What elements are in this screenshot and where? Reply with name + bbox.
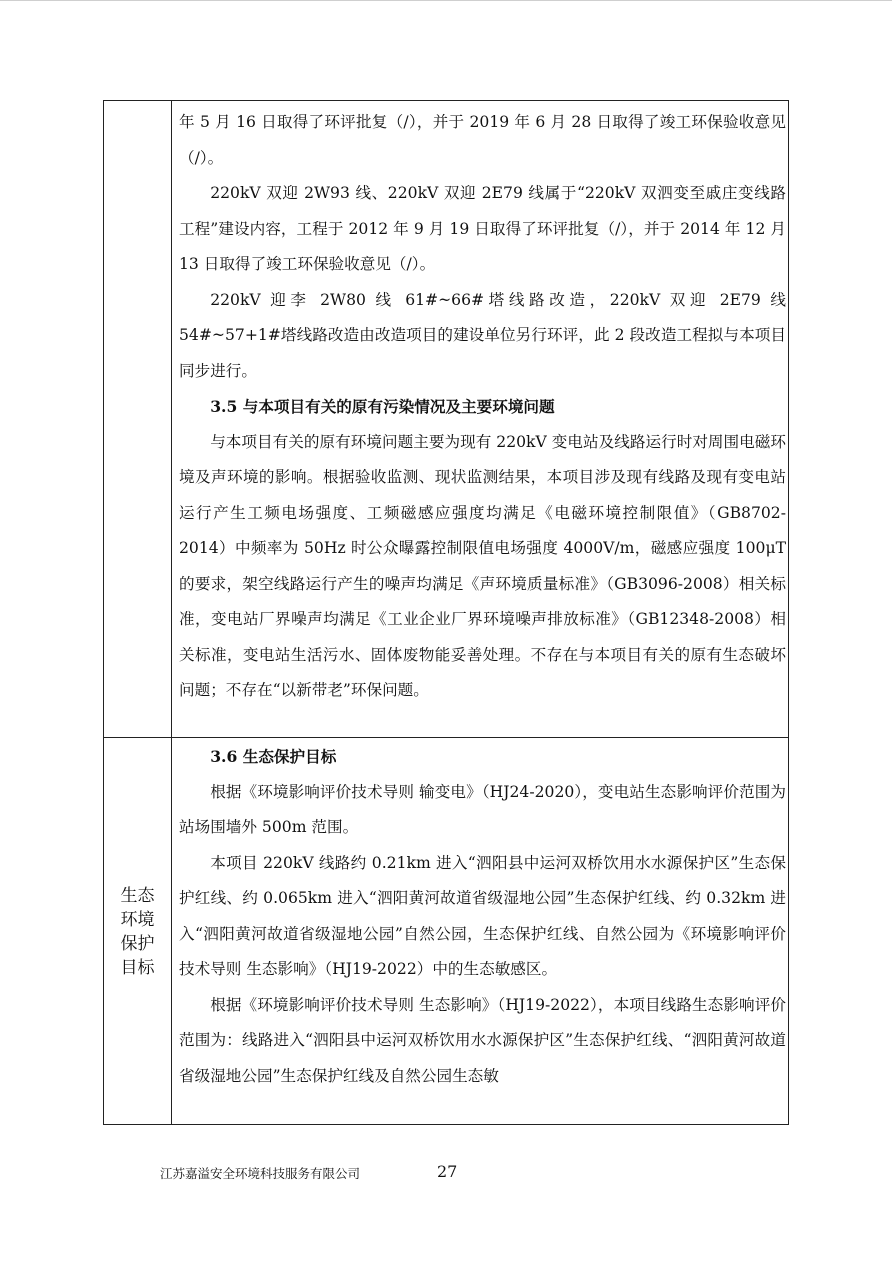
- paragraph-line-rebuild: 220kV 迎李 2W80 线 61#~66#塔线路改造，220kV 双迎 2E79 线 54#~57+1#塔线路改造由改造项目的建设单位另行环评，此 2 段改造工程拟与本项目同步进行。: [179, 290, 786, 380]
- page-top-border: [0, 0, 892, 1]
- table-row-divider: [104, 737, 788, 738]
- paragraph-existing-env-issues: 与本项目有关的原有环境问题主要为现有 220kV 变电站及线路运行时对周围电磁环境及声环境的影响。根据验收监测、现状监测结果，本项目涉及现有线路及现有变电站运行产生工频电场强度、工频磁感应强度均满足《电磁环境控制限值》（GB8702-2014）中频率为 50Hz 时公众曝露控制限值电场强度 4000V/m，磁感应强度 100μT 的要求，架空线路运行产生的噪声均满足《声环境质量标准》（GB3096-2008）相关标准，变电站厂界噪声均满足《工业企业厂界环境噪声排放标准》（GB12348-2008）相关标准，变电站生活污水、固体废物能妥善处理。不存在与本项目有关的原有生态破坏问题；不存在“以新带老”环保问题。: [179, 432, 786, 699]
- footer-company-name: 江苏嘉溢安全环境科技服务有限公司: [160, 1166, 361, 1181]
- heading-3-5: 3.5 与本项目有关的原有污染情况及主要环境问题: [210, 397, 555, 416]
- paragraph-approval-continued: 年 5 月 16 日取得了环评批复（/），并于 2019 年 6 月 28 日取得了竣工环保验收意见（/）。: [179, 113, 786, 167]
- heading-3-6: 3.6 生态保护目标: [210, 747, 337, 766]
- table-column-divider: [171, 101, 172, 1124]
- paragraph-2w93-2e79-lines: 220kV 双迎 2W93 线、220kV 双迎 2E79 线属于“220kV 双泗变至戚庄变线路工程”建设内容，工程于 2012 年 9 月 19 日取得了环评批复（/），并于 2014 年 12 月 13 日取得了竣工环保验收意见（/）。: [179, 184, 786, 273]
- footer-page-number: 27: [437, 1162, 458, 1181]
- side-label-line: 生态: [120, 886, 155, 906]
- side-label-line: 保护: [120, 934, 155, 954]
- paragraph-line-eval-range: 根据《环境影响评价技术导则 生态影响》（HJ19-2022），本项目线路生态影响评价范围为：线路进入“泗阳县中运河双桥饮用水水源保护区”生态保护红线、“泗阳黄河故道省级湿地公园”生态保护红线及自然公园生态敏: [179, 995, 786, 1085]
- side-label-line: 环境: [120, 910, 155, 930]
- side-label-eco-protection-target: [104, 884, 171, 980]
- table-cell-existing-issues: [179, 105, 786, 709]
- paragraph-substation-eval-range: 根据《环境影响评价技术导则 输变电》（HJ24-2020），变电站生态影响评价范围为站场围墙外 500m 范围。: [179, 782, 786, 836]
- table-cell-eco-targets: [179, 739, 786, 1094]
- side-label-line: 目标: [120, 958, 155, 978]
- content-table: [103, 100, 789, 1125]
- paragraph-line-sensitive-areas: 本项目 220kV 线路约 0.21km 进入“泗阳县中运河双桥饮用水水源保护区”生态保护红线、约 0.065km 进入“泗阳黄河故道省级湿地公园”生态保护红线、约 0.32km 进入“泗阳黄河故道省级湿地公园”自然公园，生态保护红线、自然公园为《环境影响评价技术导则 生态影响》（HJ19-2022）中的生态敏感区。: [179, 853, 786, 978]
